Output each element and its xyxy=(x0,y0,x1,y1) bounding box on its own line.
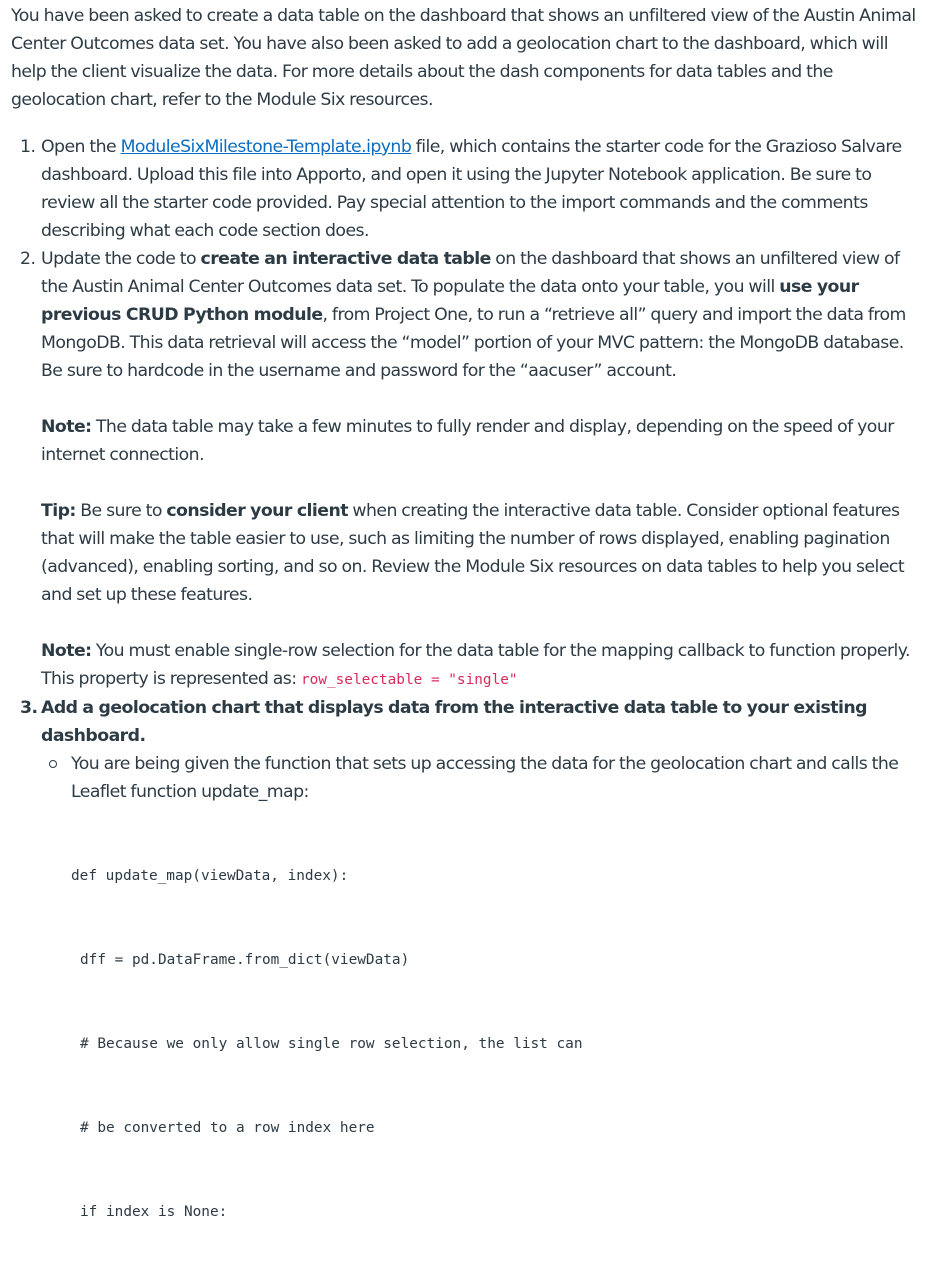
code-line: # Because we only allow single row selection, the list can xyxy=(80,1036,583,1052)
step-1-text-b: file, which contains the starter code for the Grazioso Salvare dashboard. Upload this file into Apporto, and open it using the Jupyter Notebook application. Be sure to review all the starter code provided. Pay special attention to the import commands and the comments describing what each code section does. xyxy=(41,137,902,241)
step-2-paragraph xyxy=(41,245,917,385)
step-1 xyxy=(20,133,917,245)
steps-list xyxy=(11,133,917,1282)
note-text: You must enable single-row selection for the data table for the mapping callback to function properly. This property is represented as: xyxy=(41,641,910,689)
sub-list-item xyxy=(71,750,917,1282)
tip-text-b: when creating the interactive data table. Consider optional features that will make the table easier to use, such as limiting the number of rows displayed, enabling pagination (advanced), enabling sorting, and so on. Review the Module Six resources on data tables to help you select and set up these features. xyxy=(41,501,905,605)
step-number: 1. xyxy=(20,137,36,157)
step-2-text-c: , from Project One, to run a “retrieve all” query and import the data from MongoDB. This data retrieval will access the “model” portion of your MVC pattern: the MongoDB database. Be sure to hardcode in the username and password for the “aacuser” account. xyxy=(41,305,906,381)
template-file-link[interactable]: ModuleSixMilestone-Template.ipynb xyxy=(120,137,412,157)
step-3 xyxy=(20,694,917,1282)
tip-text-a: Be sure to xyxy=(75,501,167,521)
step-1-text-a: Open the xyxy=(41,137,121,157)
note-text: The data table may take a few minutes to fully render and display, depending on the speed of your internet connection. xyxy=(41,417,894,465)
step-2-text-a: Update the code to xyxy=(41,249,201,269)
step-2-text-b: on the dashboard that shows an unfiltered view of the Austin Animal Center Outcomes data set. To populate the data onto your table, you will xyxy=(41,249,900,297)
step-number: 3. xyxy=(20,698,38,718)
sub-item-text: You are being given the function that sets up accessing the data for the geolocation chart and calls the Leaflet function update_map: xyxy=(71,754,899,802)
code-line: # be converted to a row index here xyxy=(80,1120,375,1136)
row-selectable-code: row_selectable = "single" xyxy=(300,672,518,688)
step-2 xyxy=(20,245,917,694)
note-label: Note: xyxy=(41,641,92,661)
code-line: if index is None: xyxy=(80,1204,228,1220)
tip-paragraph xyxy=(41,497,917,609)
tip-label: Tip: xyxy=(41,501,76,521)
note-label: Note: xyxy=(41,417,92,437)
intro-paragraph: You have been asked to create a data table on the dashboard that shows an unfiltered view of the Austin Animal Center Outcomes data set. You have also been asked to add a geolocation chart to the dashboard, which will help the client visualize the data. For more details about the dash components for data tables and the geolocation chart, refer to the Module Six resources. xyxy=(11,6,916,110)
code-line: def update_map(viewData, index): xyxy=(71,868,349,884)
note-data-table xyxy=(41,413,917,469)
step-2-bold-b: use your previous CRUD Python module xyxy=(41,277,859,325)
document xyxy=(11,2,917,1282)
step-3-sublist xyxy=(41,750,917,1282)
note-single-row xyxy=(41,637,917,694)
step-2-bold-a: create an interactive data table xyxy=(200,249,491,269)
tip-bold: consider your client xyxy=(166,501,348,521)
code-block xyxy=(71,806,917,1282)
code-line: dff = pd.DataFrame.from_dict(viewData) xyxy=(80,952,410,968)
step-3-heading: Add a geolocation chart that displays data from the interactive data table to your existing dashboard. xyxy=(41,698,867,746)
step-number: 2. xyxy=(20,249,36,269)
circle-bullet-icon xyxy=(49,760,57,768)
